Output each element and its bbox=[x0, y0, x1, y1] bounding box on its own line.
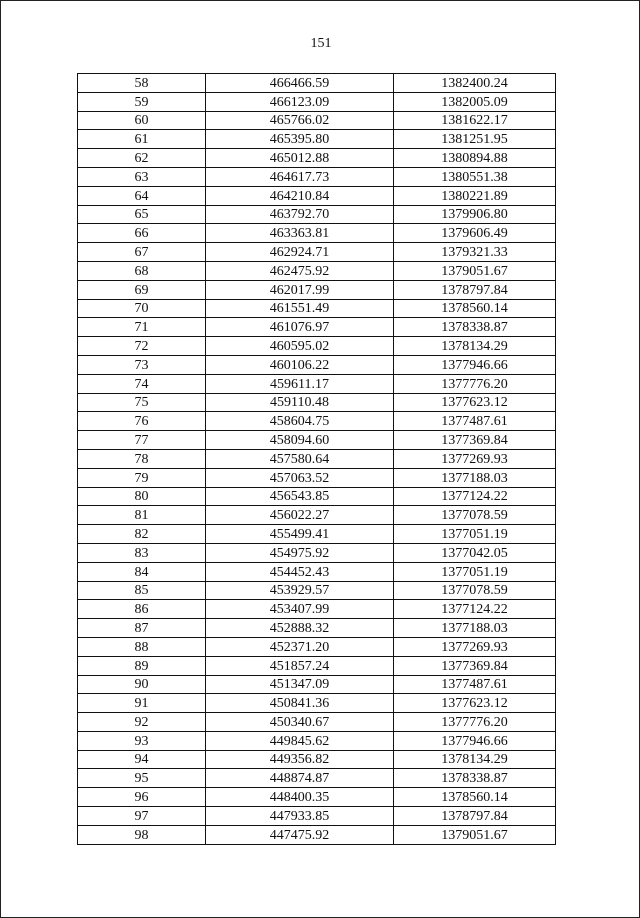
table-row bbox=[78, 750, 556, 769]
table-row bbox=[78, 318, 556, 337]
y-coordinate-cell: 1377623.12 bbox=[394, 694, 556, 713]
y-coordinate-cell: 1378797.84 bbox=[394, 280, 556, 299]
y-coordinate-cell: 1378134.29 bbox=[394, 750, 556, 769]
point-number-cell: 68 bbox=[78, 261, 206, 280]
y-coordinate-cell: 1377776.20 bbox=[394, 374, 556, 393]
point-number-cell: 94 bbox=[78, 750, 206, 769]
x-coordinate-cell: 454452.43 bbox=[206, 562, 394, 581]
table-row bbox=[78, 130, 556, 149]
point-number-cell: 85 bbox=[78, 581, 206, 600]
x-coordinate-cell: 448400.35 bbox=[206, 788, 394, 807]
table-row bbox=[78, 675, 556, 694]
y-coordinate-cell: 1379606.49 bbox=[394, 224, 556, 243]
point-number-cell: 67 bbox=[78, 243, 206, 262]
y-coordinate-cell: 1377124.22 bbox=[394, 600, 556, 619]
y-coordinate-cell: 1378338.87 bbox=[394, 318, 556, 337]
x-coordinate-cell: 464617.73 bbox=[206, 167, 394, 186]
y-coordinate-cell: 1378338.87 bbox=[394, 769, 556, 788]
x-coordinate-cell: 463792.70 bbox=[206, 205, 394, 224]
y-coordinate-cell: 1381251.95 bbox=[394, 130, 556, 149]
table-row bbox=[78, 111, 556, 130]
point-number-cell: 70 bbox=[78, 299, 206, 318]
point-number-cell: 73 bbox=[78, 355, 206, 374]
point-number-cell: 84 bbox=[78, 562, 206, 581]
y-coordinate-cell: 1379906.80 bbox=[394, 205, 556, 224]
table-row bbox=[78, 637, 556, 656]
table-row bbox=[78, 92, 556, 111]
point-number-cell: 59 bbox=[78, 92, 206, 111]
y-coordinate-cell: 1380894.88 bbox=[394, 149, 556, 168]
point-number-cell: 86 bbox=[78, 600, 206, 619]
x-coordinate-cell: 454975.92 bbox=[206, 543, 394, 562]
x-coordinate-cell: 463363.81 bbox=[206, 224, 394, 243]
x-coordinate-cell: 456543.85 bbox=[206, 487, 394, 506]
point-number-cell: 66 bbox=[78, 224, 206, 243]
table-row bbox=[78, 205, 556, 224]
point-number-cell: 92 bbox=[78, 713, 206, 732]
x-coordinate-cell: 460595.02 bbox=[206, 337, 394, 356]
page-number: 151 bbox=[310, 36, 332, 51]
table-row bbox=[78, 506, 556, 525]
point-number-cell: 76 bbox=[78, 412, 206, 431]
y-coordinate-cell: 1378134.29 bbox=[394, 337, 556, 356]
table-row bbox=[78, 243, 556, 262]
point-number-cell: 81 bbox=[78, 506, 206, 525]
point-number-cell: 96 bbox=[78, 788, 206, 807]
table-row bbox=[78, 412, 556, 431]
y-coordinate-cell: 1377188.03 bbox=[394, 468, 556, 487]
y-coordinate-cell: 1377369.84 bbox=[394, 431, 556, 450]
point-number-cell: 60 bbox=[78, 111, 206, 130]
y-coordinate-cell: 1377623.12 bbox=[394, 393, 556, 412]
table-row bbox=[78, 280, 556, 299]
y-coordinate-cell: 1379051.67 bbox=[394, 825, 556, 844]
table-row bbox=[78, 355, 556, 374]
point-number-cell: 91 bbox=[78, 694, 206, 713]
x-coordinate-cell: 465395.80 bbox=[206, 130, 394, 149]
y-coordinate-cell: 1378560.14 bbox=[394, 299, 556, 318]
point-number-cell: 98 bbox=[78, 825, 206, 844]
table-row bbox=[78, 600, 556, 619]
point-number-cell: 79 bbox=[78, 468, 206, 487]
y-coordinate-cell: 1379051.67 bbox=[394, 261, 556, 280]
point-number-cell: 88 bbox=[78, 637, 206, 656]
y-coordinate-cell: 1377946.66 bbox=[394, 355, 556, 374]
table-row bbox=[78, 543, 556, 562]
y-coordinate-cell: 1378797.84 bbox=[394, 807, 556, 826]
x-coordinate-cell: 447933.85 bbox=[206, 807, 394, 826]
y-coordinate-cell: 1382005.09 bbox=[394, 92, 556, 111]
point-number-cell: 89 bbox=[78, 656, 206, 675]
point-number-cell: 87 bbox=[78, 619, 206, 638]
table-row bbox=[78, 431, 556, 450]
point-number-cell: 74 bbox=[78, 374, 206, 393]
x-coordinate-cell: 465766.02 bbox=[206, 111, 394, 130]
x-coordinate-cell: 449845.62 bbox=[206, 731, 394, 750]
y-coordinate-cell: 1377269.93 bbox=[394, 637, 556, 656]
x-coordinate-cell: 462017.99 bbox=[206, 280, 394, 299]
y-coordinate-cell: 1377369.84 bbox=[394, 656, 556, 675]
x-coordinate-cell: 462475.92 bbox=[206, 261, 394, 280]
point-number-cell: 78 bbox=[78, 449, 206, 468]
y-coordinate-cell: 1382400.24 bbox=[394, 74, 556, 93]
table-row bbox=[78, 449, 556, 468]
table-row bbox=[78, 825, 556, 844]
x-coordinate-cell: 461551.49 bbox=[206, 299, 394, 318]
table-row bbox=[78, 694, 556, 713]
x-coordinate-cell: 459110.48 bbox=[206, 393, 394, 412]
table-row bbox=[78, 731, 556, 750]
table-row bbox=[78, 562, 556, 581]
y-coordinate-cell: 1377776.20 bbox=[394, 713, 556, 732]
x-coordinate-cell: 464210.84 bbox=[206, 186, 394, 205]
x-coordinate-cell: 462924.71 bbox=[206, 243, 394, 262]
point-number-cell: 82 bbox=[78, 525, 206, 544]
y-coordinate-cell: 1377487.61 bbox=[394, 675, 556, 694]
table-row bbox=[78, 581, 556, 600]
x-coordinate-cell: 448874.87 bbox=[206, 769, 394, 788]
y-coordinate-cell: 1378560.14 bbox=[394, 788, 556, 807]
table-row bbox=[78, 713, 556, 732]
x-coordinate-cell: 453407.99 bbox=[206, 600, 394, 619]
table-row bbox=[78, 374, 556, 393]
table-row bbox=[78, 487, 556, 506]
point-number-cell: 80 bbox=[78, 487, 206, 506]
x-coordinate-cell: 449356.82 bbox=[206, 750, 394, 769]
point-number-cell: 64 bbox=[78, 186, 206, 205]
y-coordinate-cell: 1377946.66 bbox=[394, 731, 556, 750]
table-row bbox=[78, 393, 556, 412]
table-row bbox=[78, 619, 556, 638]
point-number-cell: 83 bbox=[78, 543, 206, 562]
x-coordinate-cell: 450841.36 bbox=[206, 694, 394, 713]
x-coordinate-cell: 465012.88 bbox=[206, 149, 394, 168]
y-coordinate-cell: 1377269.93 bbox=[394, 449, 556, 468]
coordinates-table bbox=[77, 73, 556, 845]
point-number-cell: 75 bbox=[78, 393, 206, 412]
y-coordinate-cell: 1377051.19 bbox=[394, 562, 556, 581]
x-coordinate-cell: 451857.24 bbox=[206, 656, 394, 675]
point-number-cell: 71 bbox=[78, 318, 206, 337]
y-coordinate-cell: 1377078.59 bbox=[394, 581, 556, 600]
x-coordinate-cell: 460106.22 bbox=[206, 355, 394, 374]
x-coordinate-cell: 458604.75 bbox=[206, 412, 394, 431]
table-row bbox=[78, 186, 556, 205]
x-coordinate-cell: 459611.17 bbox=[206, 374, 394, 393]
point-number-cell: 65 bbox=[78, 205, 206, 224]
table-row bbox=[78, 656, 556, 675]
table-row bbox=[78, 167, 556, 186]
point-number-cell: 97 bbox=[78, 807, 206, 826]
y-coordinate-cell: 1377042.05 bbox=[394, 543, 556, 562]
x-coordinate-cell: 455499.41 bbox=[206, 525, 394, 544]
point-number-cell: 95 bbox=[78, 769, 206, 788]
y-coordinate-cell: 1377051.19 bbox=[394, 525, 556, 544]
y-coordinate-cell: 1380551.38 bbox=[394, 167, 556, 186]
x-coordinate-cell: 450340.67 bbox=[206, 713, 394, 732]
point-number-cell: 58 bbox=[78, 74, 206, 93]
point-number-cell: 61 bbox=[78, 130, 206, 149]
table-row bbox=[78, 788, 556, 807]
y-coordinate-cell: 1380221.89 bbox=[394, 186, 556, 205]
x-coordinate-cell: 452371.20 bbox=[206, 637, 394, 656]
y-coordinate-cell: 1377078.59 bbox=[394, 506, 556, 525]
y-coordinate-cell: 1377124.22 bbox=[394, 487, 556, 506]
table-row bbox=[78, 74, 556, 93]
point-number-cell: 69 bbox=[78, 280, 206, 299]
x-coordinate-cell: 453929.57 bbox=[206, 581, 394, 600]
x-coordinate-cell: 466123.09 bbox=[206, 92, 394, 111]
table-row bbox=[78, 261, 556, 280]
x-coordinate-cell: 461076.97 bbox=[206, 318, 394, 337]
x-coordinate-cell: 458094.60 bbox=[206, 431, 394, 450]
y-coordinate-cell: 1377188.03 bbox=[394, 619, 556, 638]
y-coordinate-cell: 1381622.17 bbox=[394, 111, 556, 130]
x-coordinate-cell: 452888.32 bbox=[206, 619, 394, 638]
x-coordinate-cell: 466466.59 bbox=[206, 74, 394, 93]
x-coordinate-cell: 456022.27 bbox=[206, 506, 394, 525]
table-row bbox=[78, 807, 556, 826]
table-row bbox=[78, 337, 556, 356]
point-number-cell: 62 bbox=[78, 149, 206, 168]
x-coordinate-cell: 447475.92 bbox=[206, 825, 394, 844]
y-coordinate-cell: 1379321.33 bbox=[394, 243, 556, 262]
table-row bbox=[78, 468, 556, 487]
point-number-cell: 93 bbox=[78, 731, 206, 750]
x-coordinate-cell: 457580.64 bbox=[206, 449, 394, 468]
table-row bbox=[78, 149, 556, 168]
x-coordinate-cell: 457063.52 bbox=[206, 468, 394, 487]
table-row bbox=[78, 525, 556, 544]
table-row bbox=[78, 224, 556, 243]
table-row bbox=[78, 769, 556, 788]
point-number-cell: 90 bbox=[78, 675, 206, 694]
point-number-cell: 72 bbox=[78, 337, 206, 356]
point-number-cell: 63 bbox=[78, 167, 206, 186]
y-coordinate-cell: 1377487.61 bbox=[394, 412, 556, 431]
x-coordinate-cell: 451347.09 bbox=[206, 675, 394, 694]
coordinates-table-body bbox=[78, 74, 556, 845]
table-row bbox=[78, 299, 556, 318]
point-number-cell: 77 bbox=[78, 431, 206, 450]
